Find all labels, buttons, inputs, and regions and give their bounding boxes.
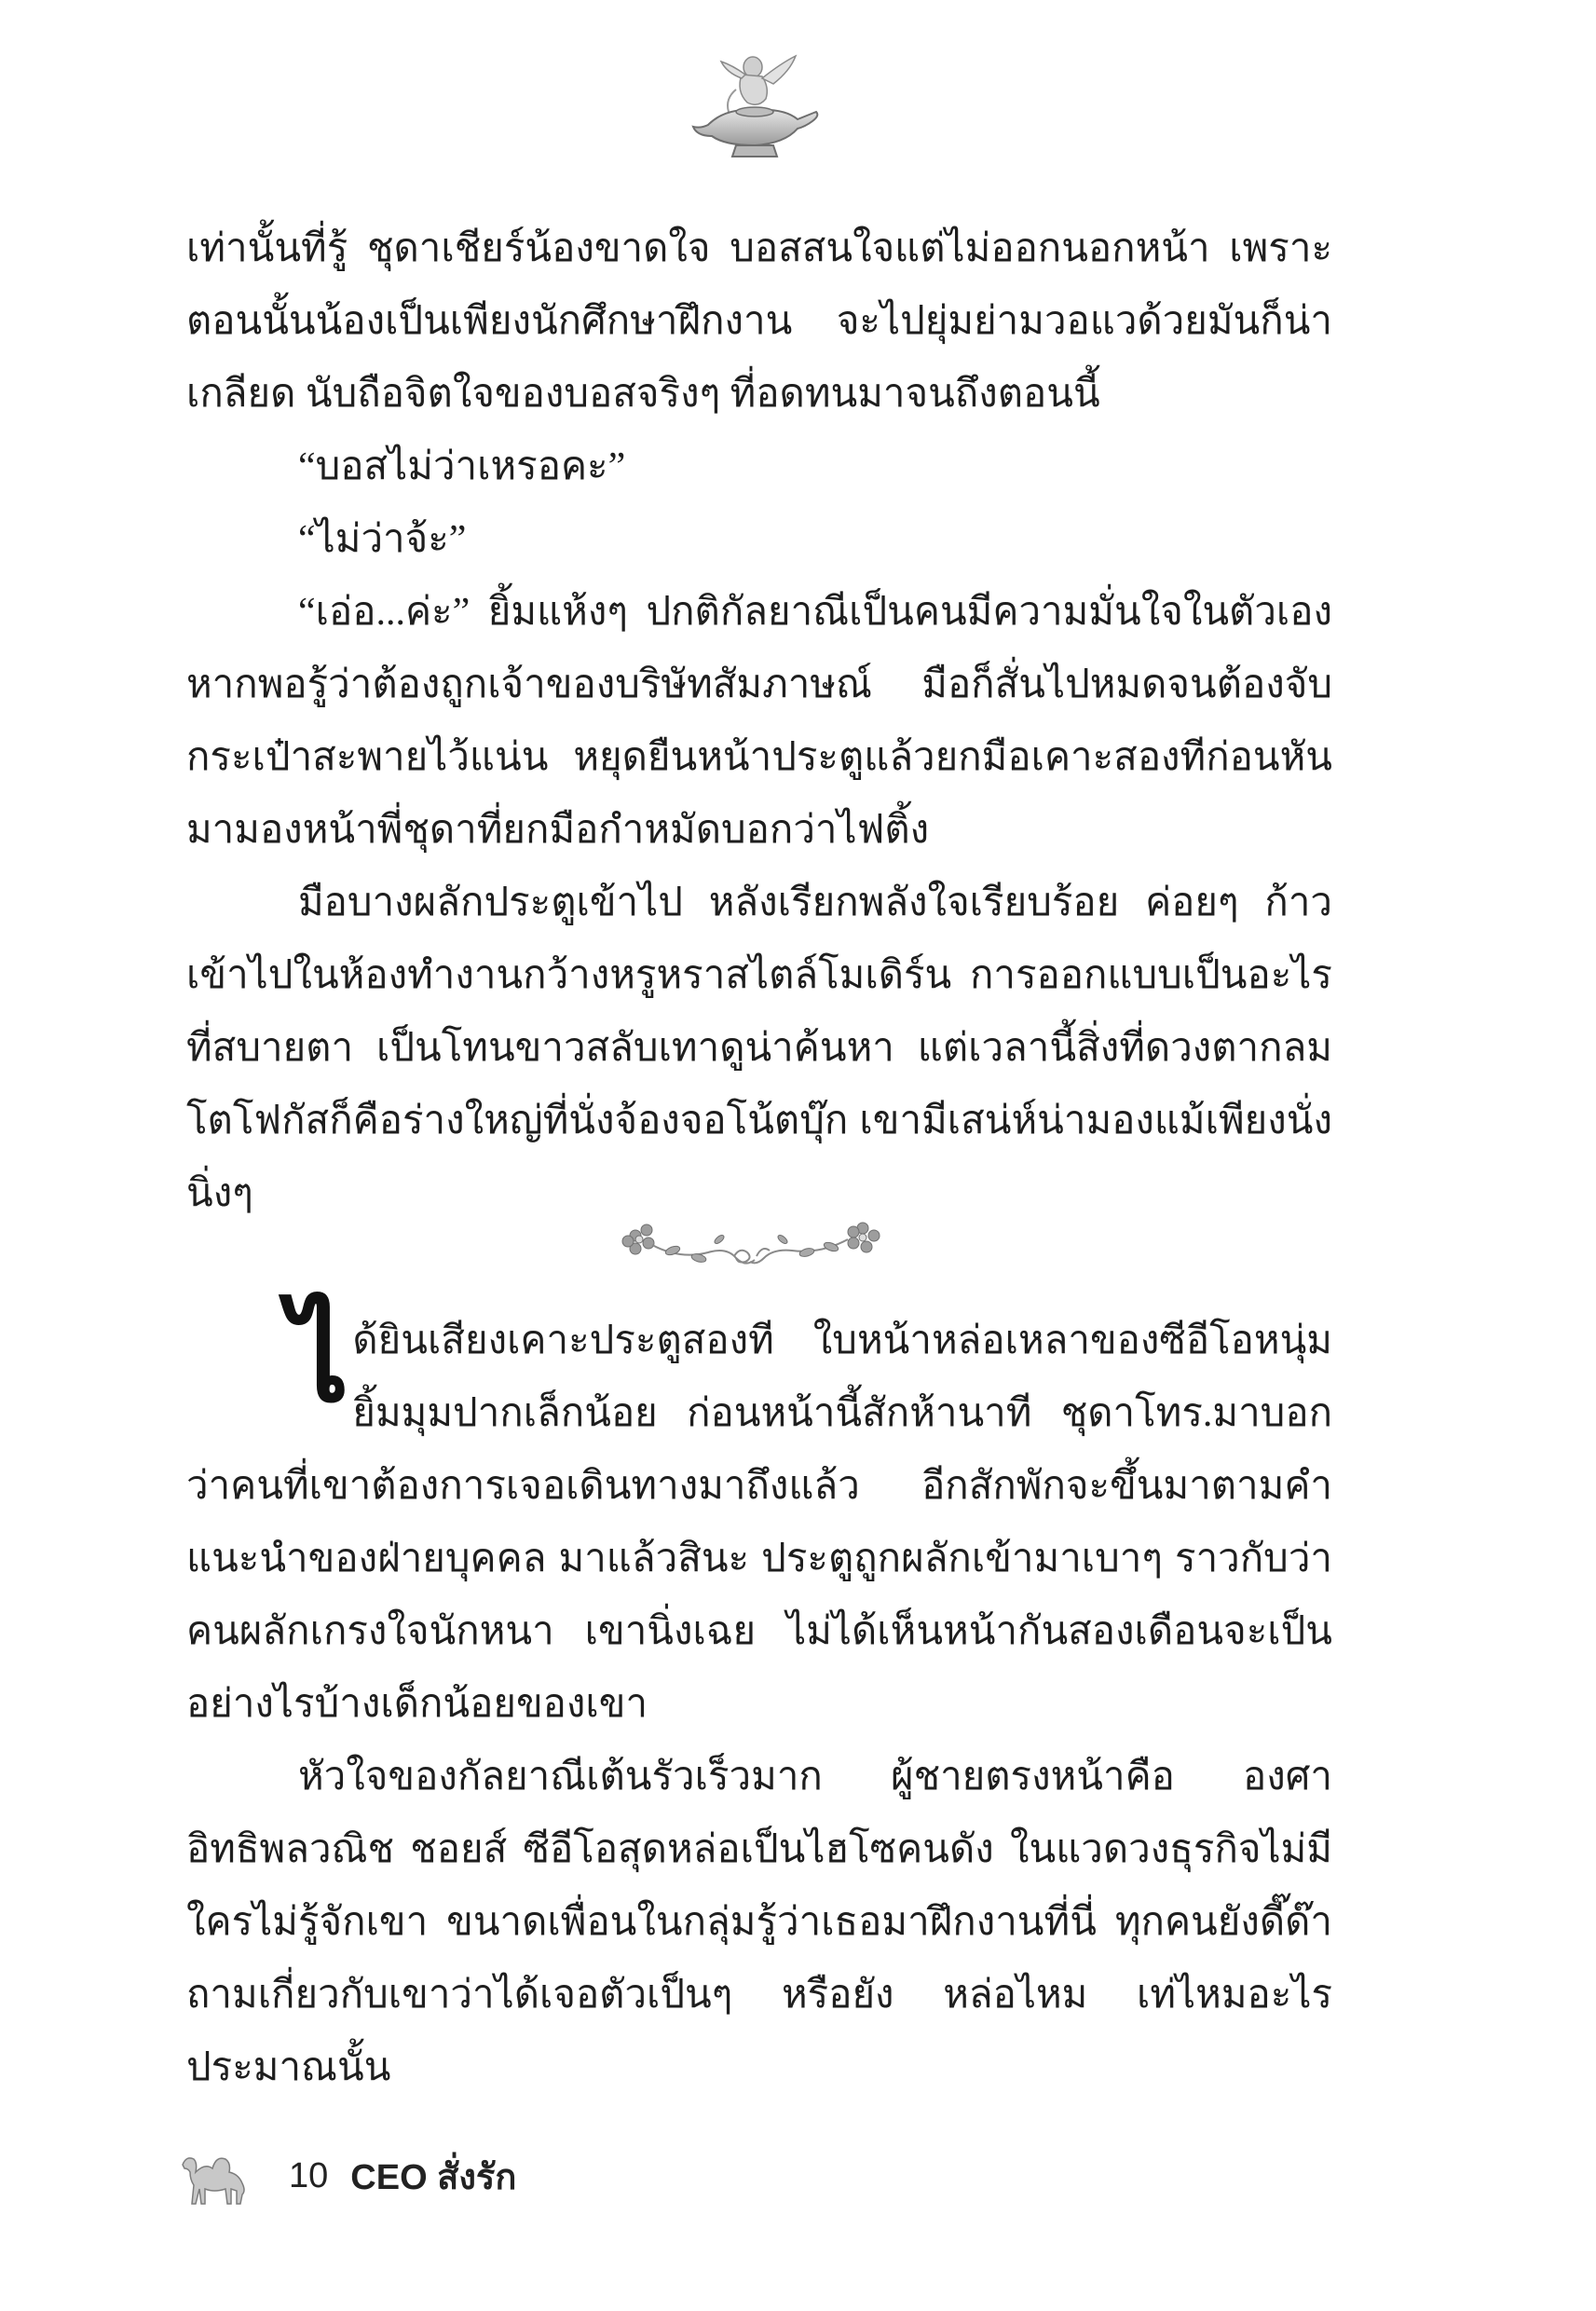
dialogue-line: “บอสไม่ว่าเหรอคะ” — [298, 445, 626, 488]
page-footer — [177, 2143, 516, 2208]
paragraph: “เอ่อ...ค่ะ” ยิ้มแห้งๆ ปกติกัลยาณีเป็นคนมีความมั่นใจในตัวเองหากพอรู้ว่าต้องถูกเจ้าของบริษัทสัมภาษณ์ มือก็สั่นไปหมดจนต้องจับกระเป๋าสะพายไว้แน่น หยุดยืนหน้าประตูแล้วยกมือเคาะสองทีก่อนหันมามองหน้าพี่ชุดาที่ยกมือกำหมัดบอกว่าไฟติ้ง — [186, 591, 1332, 852]
floral-divider-icon — [615, 1211, 885, 1277]
paragraph: มือบางผลักประตูเข้าไป หลังเรียกพลังใจเรียบร้อย ค่อยๆ ก้าวเข้าไปในห้องทำงานกว้างหรูหราสไตล์โมเดิร์น การออกแบบเป็นอะไรที่สบายตา เป็นโทนขาวสลับเทาดูน่าค้นหา แต่เวลานี้สิ่งที่ดวงตากลมโตโฟกัสก็คือร่างใหญ่ที่นั่งจ้องจอโน้ตบุ๊ก เขามีเสน่ห์น่ามองแม้เพียงนั่งนิ่งๆ — [186, 882, 1332, 1215]
drop-cap: ไ — [289, 1294, 349, 1427]
section-2-text — [186, 1294, 1332, 2104]
paragraph: เท่านั้นที่รู้ ชุดาเชียร์น้องขาดใจ บอสสนใจแต่ไม่ออกนอกหน้า เพราะตอนนั้นน้องเป็นเพียงนักศึกษาฝึกงาน จะไปยุ่มย่ามวอแวด้วยมันก็น่าเกลียด นับถือจิตใจของบอสจริงๆ ที่อดทนมาจนถึงตอนนี้ — [186, 227, 1332, 416]
paragraph-text: ด้ยินเสียงเคาะประตูสองที ใบหน้าหล่อเหลาของซีอีโอหนุ่มยิ้มมุมปากเล็กน้อย ก่อนหน้านี้สักห้านาที ชุดาโทร.มาบอกว่าคนที่เขาต้องการเจอเดินทางมาถึงแล้ว อีกสักพักจะขึ้นมาตามคำแนะนำของฝ่ายบุคคล มาแล้วสินะ ประตูถูกผลักเข้ามาเบาๆ ราวกับว่าคนผลักเกรงใจนักหนา เขานิ่งเฉย ไม่ได้เห็นหน้ากันสองเดือนจะเป็นอย่างไรบ้างเด็กน้อยของเขา — [186, 1320, 1332, 1726]
paragraph: หัวใจของกัลยาณีเต้นรัวเร็วมาก ผู้ชายตรงหน้าคือ องศา อิทธิพลวณิช ชอยส์ ซีอีโอสุดหล่อเป็นไฮโซคนดัง ในแวดวงธุรกิจไม่มีใครไม่รู้จักเขา ขนาดเพื่อนในกลุ่มรู้ว่าเธอมาฝึกงานที่นี่ ทุกคนยังดี๊ด๊าถามเกี่ยวกับเขาว่าได้เจอตัวเป็นๆ หรือยัง หล่อไหม เท่ไหมอะไรประมาณนั้น — [186, 1756, 1332, 2089]
opening-paragraph — [186, 1294, 1332, 1741]
section-1-text — [186, 212, 1332, 1230]
book-title: CEO สั่งรัก — [350, 2157, 517, 2197]
camel-icon — [177, 2146, 255, 2206]
page-number: 10 — [289, 2155, 329, 2195]
dialogue-line: “ไม่ว่าจ้ะ” — [298, 518, 467, 561]
genie-lamp-icon — [680, 47, 829, 168]
